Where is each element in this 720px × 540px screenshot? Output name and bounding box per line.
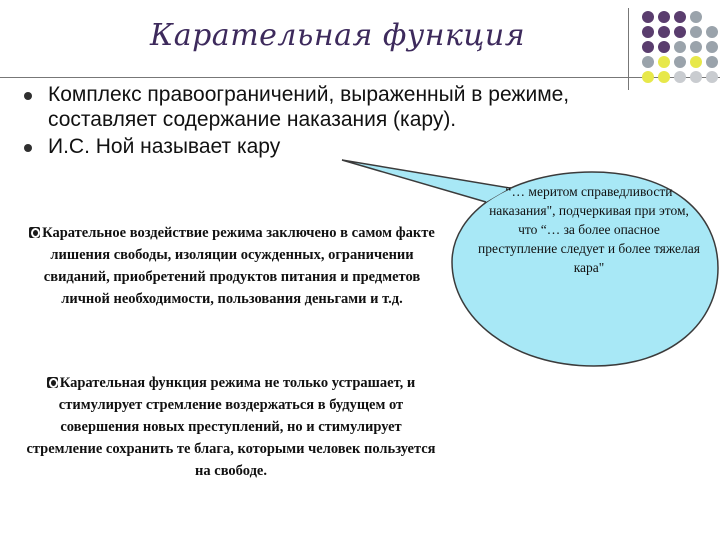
paragraph-2 [22,372,440,482]
bullet-text: И.С. Ной называет кару [48,135,281,158]
slide-title: Карательная функция [150,18,526,53]
checkbox-bullet-icon [47,377,58,388]
checkbox-bullet-icon [29,227,40,238]
paragraph-text: Карательное воздействие режима заключено в самом факте лишения свободы, изоляции осужденных, ограничении свиданий, приобретений продуктов питания и предметов личной необходимости, пользования деньгами и т.д. [42,225,435,307]
callout-text: “… меритом справедливости наказания", подчеркивая при этом, что “… за более опасное преступление следует и более тяжелая кара" [478,184,700,275]
bullet-text: Комплекс правоограничений, выраженный в режиме, составляет содержание наказания (кару). [48,83,570,131]
paragraph-text: Карательная функция режима не только устрашает, и стимулирует стремление воздержаться в будущем от совершения новых преступлений, но и стимулирует стремление сохранить те блага, которыми человек пользуется на свободе. [26,375,436,479]
paragraph-1 [28,222,436,310]
